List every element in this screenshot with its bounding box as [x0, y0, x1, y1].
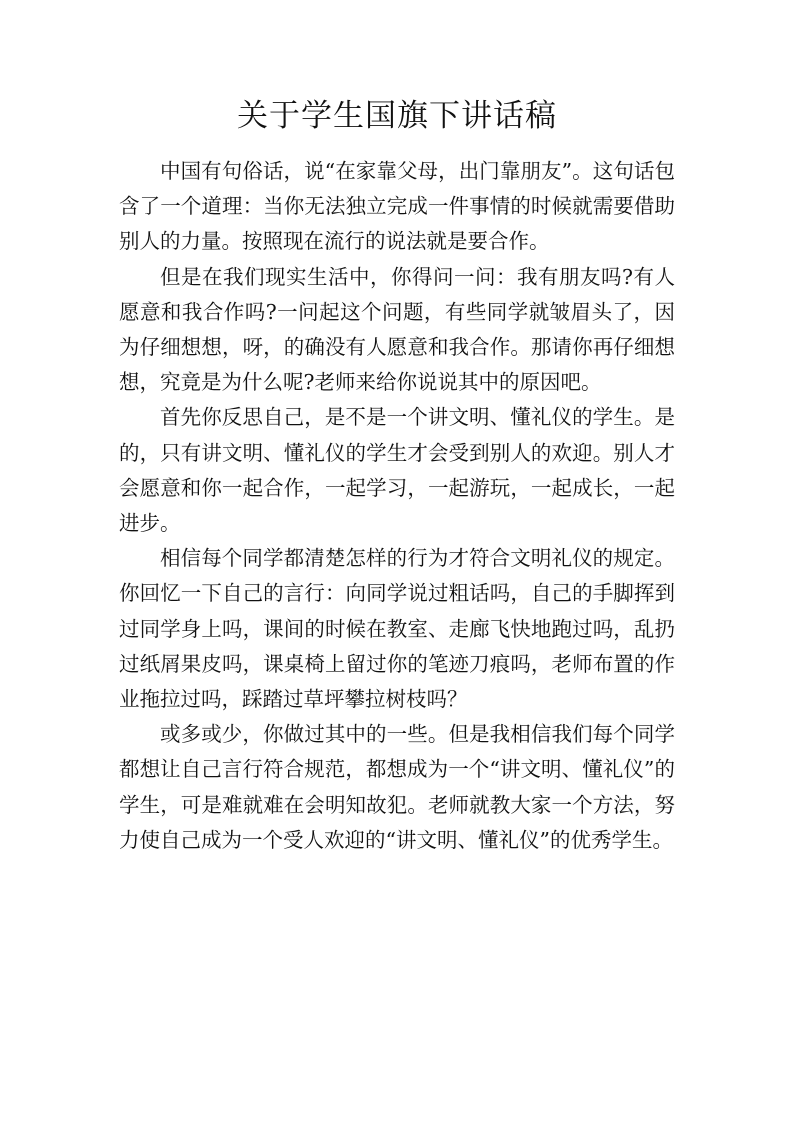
paragraph: 但是在我们现实生活中，你得问一问：我有朋友吗?有人愿意和我合作吗?一问起这个问题，有些同学就皱眉头了，因为仔细想想，呀，的确没有人愿意和我合作。那请你再仔细想想，究竟是为什么呢?老师来给你说说其中的原因吧。: [119, 264, 675, 395]
document-title: 关于学生国旗下讲话稿: [237, 98, 557, 134]
paragraph: 首先你反思自己，是不是一个讲文明、懂礼仪的学生。是的，只有讲文明、懂礼仪的学生才会受到别人的欢迎。别人才会愿意和你一起合作，一起学习，一起游玩，一起成长，一起进步。: [119, 405, 675, 536]
paragraph: 中国有句俗话，说“在家靠父母，出门靠朋友”。这句话包含了一个道理：当你无法独立完成一件事情的时候就需要借助别人的力量。按照现在流行的说法就是要合作。: [119, 159, 675, 254]
document-body: [119, 154, 675, 858]
paragraph: 相信每个同学都清楚怎样的行为才符合文明礼仪的规定。你回忆一下自己的言行：向同学说过粗话吗，自己的手脚挥到过同学身上吗，课间的时候在教室、走廊飞快地跑过吗，乱扔过纸屑果皮吗，课桌椅上留过你的笔迹刀痕吗，老师布置的作业拖拉过吗，踩踏过草坪攀拉树枝吗？: [119, 546, 675, 712]
paragraph: 或多或少，你做过其中的一些。但是我相信我们每个同学都想让自己言行符合规范，都想成为一个“讲文明、懂礼仪”的学生，可是难就难在会明知故犯。老师就教大家一个方法，努力使自己成为一个受人欢迎的“讲文明、懂礼仪”的优秀学生。: [119, 722, 675, 852]
